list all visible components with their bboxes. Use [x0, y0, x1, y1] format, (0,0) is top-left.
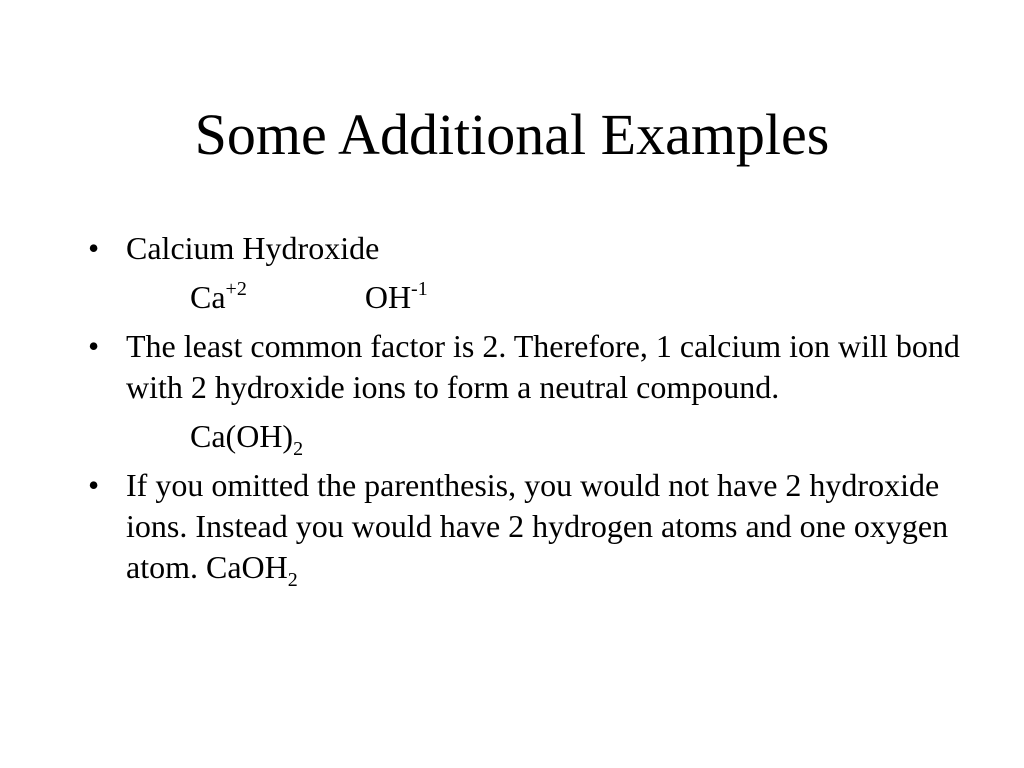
bullet-marker: • — [88, 467, 100, 503]
bullet-item-omitted-parenthesis — [88, 465, 968, 591]
bullet-text: Calcium Hydroxide — [126, 230, 380, 266]
slide-body — [88, 228, 968, 596]
bullet-text: The least common factor is 2. Therefore, 1 calcium ion will bond with 2 hydroxide ions to form a neutral compound. — [126, 328, 960, 405]
formula-subscript: 2 — [287, 569, 298, 591]
compound-formula-line — [88, 416, 968, 460]
anion-symbol: OH — [364, 279, 412, 315]
bullet-text: If you omitted the parenthesis, you would not have 2 hydroxide ions. Instead you would have 2 hydrogen atoms and one oxygen atom. CaOH — [126, 467, 949, 585]
formula-base: Ca(OH) — [190, 418, 294, 454]
bullet-marker: • — [88, 230, 100, 266]
slide-title: Some Additional Examples — [194, 102, 830, 167]
anion-charge: -1 — [411, 278, 428, 300]
cation-charge: +2 — [225, 278, 247, 300]
bullet-item-calcium-hydroxide — [88, 228, 968, 269]
cation-symbol: Ca — [190, 279, 226, 315]
formula-subscript: 2 — [293, 438, 304, 460]
ion-charges-line — [88, 277, 968, 318]
bullet-marker: • — [88, 328, 100, 364]
bullet-item-least-common-factor — [88, 326, 968, 408]
